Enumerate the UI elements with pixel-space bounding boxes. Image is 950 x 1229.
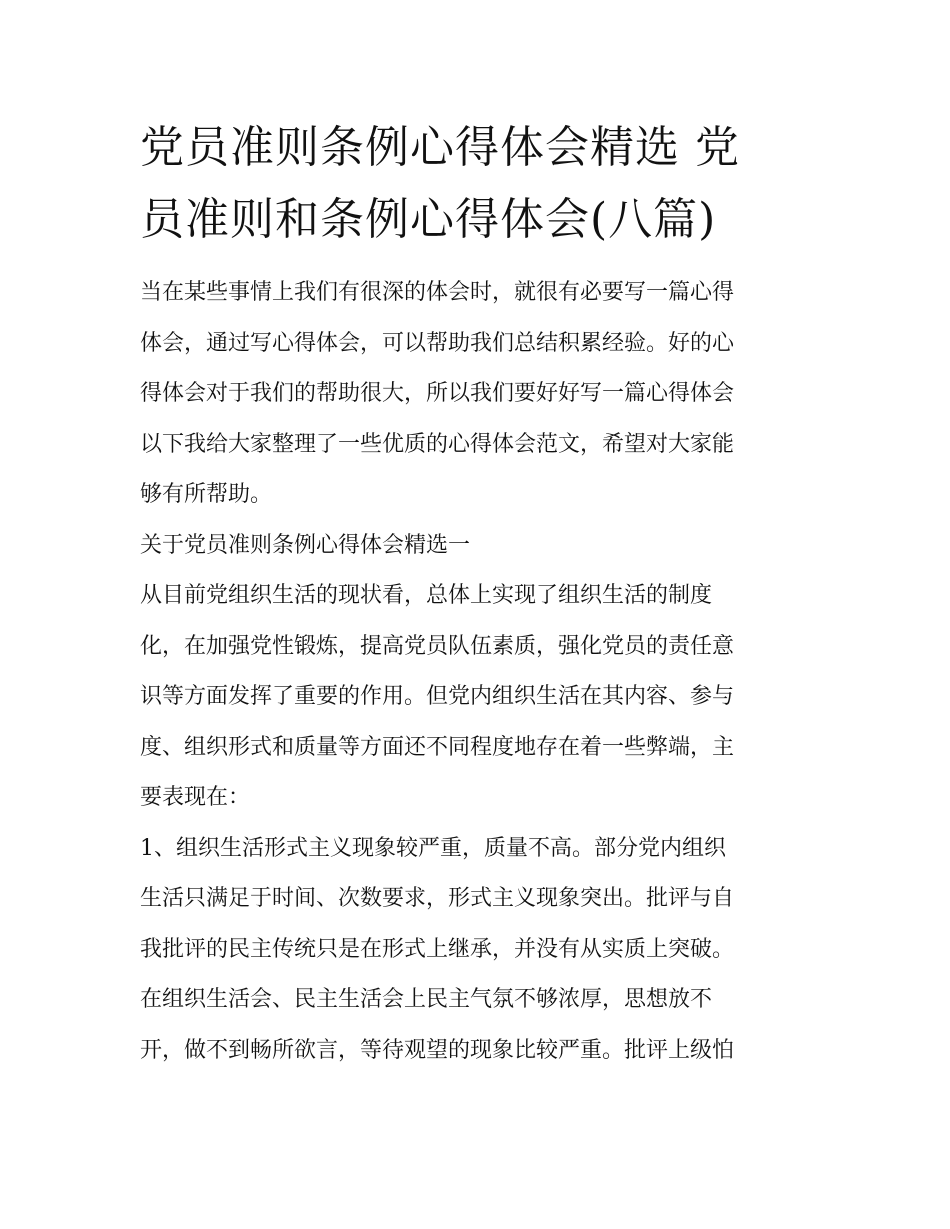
text-line: 生活只满足于时间、次数要求，形式主义现象突出。批评与自 <box>140 886 735 911</box>
body-paragraph-2 <box>140 824 812 1077</box>
document-page <box>140 112 812 1076</box>
title-line: 员准则和条例心得体会(八篇) <box>140 194 717 245</box>
text-line: 以下我给大家整理了一些优质的心得体会范文，希望对大家能 <box>140 431 735 457</box>
text-line: 1、组织生活形式主义现象较严重，质量不高。部分党内组织 <box>140 835 726 861</box>
text-line: 够有所帮助。 <box>140 482 273 507</box>
document-title <box>140 112 812 256</box>
text-line: 关于党员准则条例心得体会精选一 <box>140 532 471 558</box>
section-heading <box>140 521 812 572</box>
text-line: 在组织生活会、民主生活会上民主气氛不够浓厚，思想放不 <box>140 987 713 1012</box>
text-line: 度、组织形式和质量等方面还不同程度地存在着一些弊端，主 <box>140 734 735 760</box>
text-line: 要表现在： <box>140 785 251 810</box>
text-line: 当在某些事情上我们有很深的体会时，就很有必要写一篇心得 <box>140 280 735 305</box>
text-line: 开，做不到畅所欲言，等待观望的现象比较严重。批评上级怕 <box>140 1037 735 1063</box>
text-line: 识等方面发挥了重要的作用。但党内组织生活在其内容、参与 <box>140 684 735 709</box>
text-line: 体会，通过写心得体会，可以帮助我们总结积累经验。好的心 <box>140 330 735 356</box>
body-paragraph-1 <box>140 571 812 824</box>
text-line: 化，在加强党性锻炼，提高党员队伍素质，强化党员的责任意 <box>140 633 735 659</box>
intro-paragraph <box>140 268 812 521</box>
text-line: 从目前党组织生活的现状看，总体上实现了组织生活的制度 <box>140 583 713 608</box>
text-line: 得体会对于我们的帮助很大，所以我们要好好写一篇心得体会 <box>140 381 735 406</box>
text-line: 我批评的民主传统只是在形式上继承，并没有从实质上突破。 <box>140 936 735 962</box>
title-line: 党员准则条例心得体会精选 党 <box>140 122 740 173</box>
